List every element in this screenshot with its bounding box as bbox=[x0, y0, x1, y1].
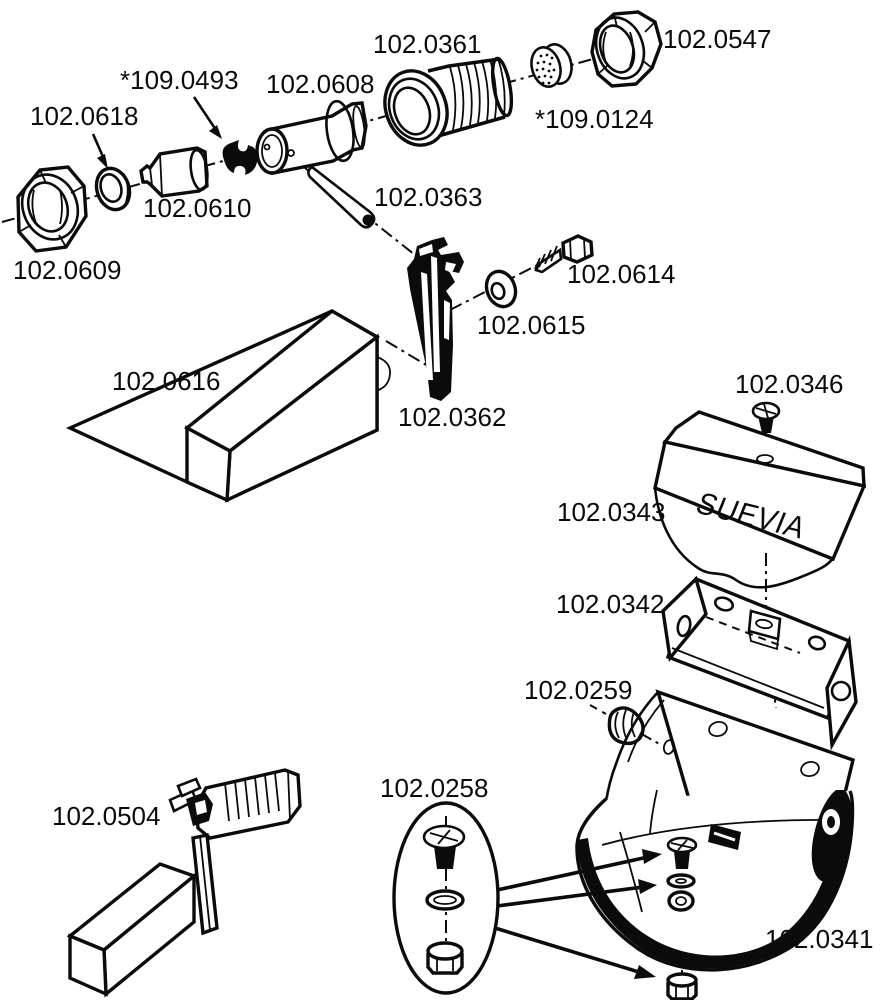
part-label-102-0616: 102.0616 bbox=[112, 366, 221, 396]
part-label-102-0346: 102.0346 bbox=[735, 369, 844, 399]
part-label-102-0504: 102.0504 bbox=[52, 801, 161, 831]
part-label-102-0341: 102.0341 bbox=[765, 924, 874, 954]
part-cover-102-0343 bbox=[655, 412, 864, 587]
part-label-102-0259: 102.0259 bbox=[524, 675, 633, 705]
part-threaded-body-102-0361 bbox=[375, 57, 515, 154]
part-label-102-0608: 102.0608 bbox=[266, 69, 375, 99]
part-label-102-0363: 102.0363 bbox=[374, 182, 483, 212]
part-seal-ring-102-0618 bbox=[91, 164, 134, 214]
part-label-102-0343: 102.0343 bbox=[557, 497, 666, 527]
part-label-102-0362: 102.0362 bbox=[398, 402, 507, 432]
part-cover-screw-102-0346 bbox=[753, 403, 779, 433]
part-label-109-0493: *109.0493 bbox=[120, 65, 239, 95]
part-label-102-0615: 102.0615 bbox=[477, 310, 586, 340]
part-valve-lever-102-0362 bbox=[407, 237, 464, 401]
part-label-102-0614: 102.0614 bbox=[567, 259, 676, 289]
part-filter-disc-109-0124 bbox=[527, 41, 576, 90]
part-label-102-0618: 102.0618 bbox=[30, 101, 139, 131]
part-label-102-0258: 102.0258 bbox=[380, 773, 489, 803]
cover-brand-text: SUEVIA bbox=[691, 486, 812, 546]
leader-arrow-102-0618 bbox=[93, 134, 108, 169]
part-pin-102-0363 bbox=[308, 167, 374, 227]
part-hex-lock-nut-102-0547 bbox=[589, 11, 661, 86]
part-valve-piston-102-0610 bbox=[141, 148, 210, 196]
part-clip-109-0493 bbox=[223, 140, 258, 175]
part-label-102-0609: 102.0609 bbox=[13, 255, 122, 285]
part-label-102-0610: 102.0610 bbox=[143, 193, 252, 223]
part-valve-sleeve-102-0608 bbox=[257, 99, 367, 173]
part-fastener-kit-102-0258 bbox=[394, 803, 498, 993]
part-label-109-0124: *109.0124 bbox=[535, 104, 654, 134]
part-label-102-0361: 102.0361 bbox=[373, 29, 482, 59]
part-label-102-0342: 102.0342 bbox=[556, 589, 665, 619]
part-washer-102-0615 bbox=[482, 267, 521, 310]
part-hex-nut-102-0609 bbox=[13, 167, 86, 251]
part-float-block-102-0616 bbox=[70, 311, 390, 500]
leader-arrow-109-0493 bbox=[194, 97, 222, 139]
part-label-102-0547: 102.0547 bbox=[663, 24, 772, 54]
